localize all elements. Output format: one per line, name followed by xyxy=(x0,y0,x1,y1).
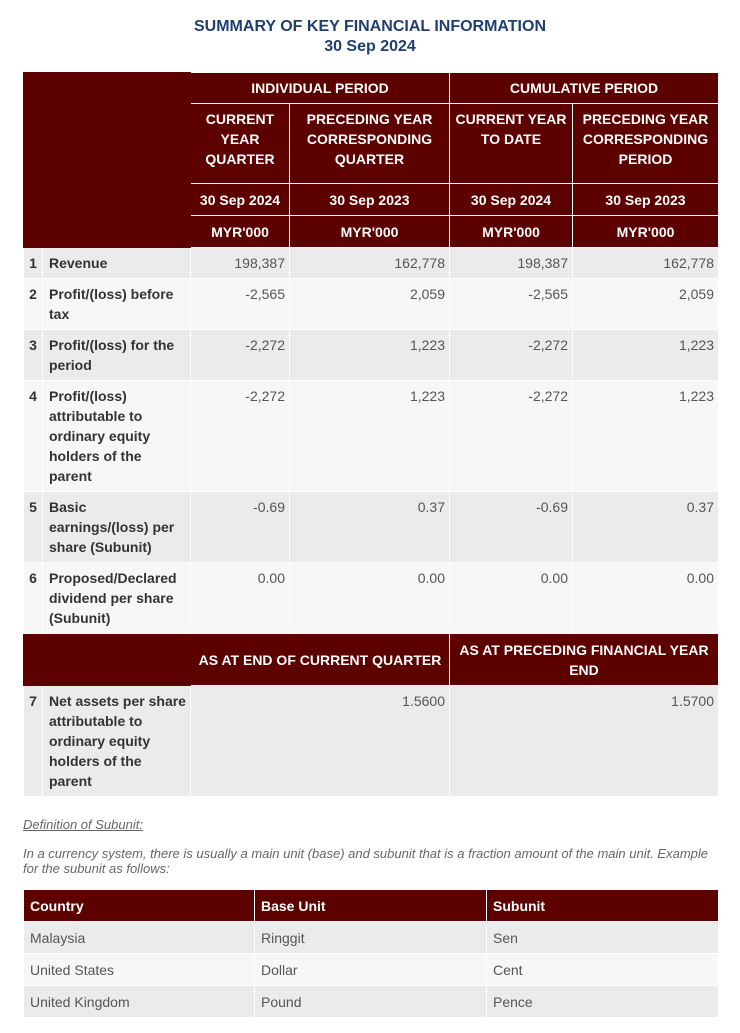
header-blank xyxy=(24,634,43,686)
row-value: 198,387 xyxy=(450,248,573,279)
column-header: CURRENT YEAR QUARTER xyxy=(191,104,290,184)
row-value: 162,778 xyxy=(290,248,450,279)
row-value: 0.37 xyxy=(573,492,719,563)
table-row xyxy=(24,330,719,381)
row-value: 2,059 xyxy=(573,279,719,330)
column-unit: MYR'000 xyxy=(191,216,290,248)
row-value: 1.5700 xyxy=(450,686,719,797)
column-date: 30 Sep 2023 xyxy=(573,184,719,216)
column-header: PRECEDING YEAR CORRESPONDING QUARTER xyxy=(290,104,450,184)
row-value: 0.00 xyxy=(573,563,719,634)
row-value: 1.5600 xyxy=(191,686,450,797)
subunit-cell: Sen xyxy=(487,922,719,954)
row-number: 2 xyxy=(24,279,43,330)
row-value: 0.00 xyxy=(450,563,573,634)
table-row xyxy=(24,954,719,986)
definition-text: In a currency system, there is usually a main unit (base) and subunit that is a fraction amount of the main unit. Example for the subunit as follows: xyxy=(23,846,709,876)
subunit-table xyxy=(23,889,719,1018)
row-label: Profit/(loss) for the period xyxy=(43,330,191,381)
subunit-header-base-unit: Base Unit xyxy=(255,890,487,922)
row-value: -2,272 xyxy=(450,381,573,492)
column-header: CURRENT YEAR TO DATE xyxy=(450,104,573,184)
row-value: 0.00 xyxy=(191,563,290,634)
asat-header-current: AS AT END OF CURRENT QUARTER xyxy=(191,634,450,686)
row-label: Profit/(loss) attributable to ordinary equity holders of the parent xyxy=(43,381,191,492)
row-value: 1,223 xyxy=(573,330,719,381)
table-row xyxy=(24,492,719,563)
column-unit: MYR'000 xyxy=(290,216,450,248)
subunit-header-subunit: Subunit xyxy=(487,890,719,922)
subunit-cell: Dollar xyxy=(255,954,487,986)
row-label: Proposed/Declared dividend per share (Subunit) xyxy=(43,563,191,634)
subunit-cell: Cent xyxy=(487,954,719,986)
subunit-cell: Ringgit xyxy=(255,922,487,954)
row-value: 2,059 xyxy=(290,279,450,330)
subunit-cell: United States xyxy=(24,954,255,986)
row-value: -2,272 xyxy=(191,381,290,492)
row-number: 6 xyxy=(24,563,43,634)
table-row xyxy=(24,279,719,330)
subunit-cell: Malaysia xyxy=(24,922,255,954)
header-blank xyxy=(43,634,191,686)
subunit-cell: United Kingdom xyxy=(24,986,255,1018)
column-date: 30 Sep 2024 xyxy=(191,184,290,216)
header-blank xyxy=(24,73,191,248)
row-value: 1,223 xyxy=(290,330,450,381)
row-label: Net assets per share attributable to ordinary equity holders of the parent xyxy=(43,686,191,797)
column-date: 30 Sep 2023 xyxy=(290,184,450,216)
row-value: -0.69 xyxy=(191,492,290,563)
row-value: 198,387 xyxy=(191,248,290,279)
group-header-cumulative: CUMULATIVE PERIOD xyxy=(450,73,719,104)
subunit-cell: Pound xyxy=(255,986,487,1018)
subunit-cell: Pence xyxy=(487,986,719,1018)
financial-summary-table xyxy=(23,72,719,797)
row-value: 0.37 xyxy=(290,492,450,563)
column-date: 30 Sep 2024 xyxy=(450,184,573,216)
row-value: 0.00 xyxy=(290,563,450,634)
group-header-individual: INDIVIDUAL PERIOD xyxy=(191,73,450,104)
row-number: 1 xyxy=(24,248,43,279)
column-unit: MYR'000 xyxy=(573,216,719,248)
row-label: Revenue xyxy=(43,248,191,279)
row-number: 7 xyxy=(24,686,43,797)
table-row xyxy=(24,248,719,279)
row-label: Basic earnings/(loss) per share (Subunit) xyxy=(43,492,191,563)
row-value: -2,565 xyxy=(191,279,290,330)
row-value: -2,565 xyxy=(450,279,573,330)
table-row xyxy=(24,381,719,492)
subunit-header-country: Country xyxy=(24,890,255,922)
column-unit: MYR'000 xyxy=(450,216,573,248)
row-value: -2,272 xyxy=(450,330,573,381)
row-number: 4 xyxy=(24,381,43,492)
row-value: -2,272 xyxy=(191,330,290,381)
row-value: 162,778 xyxy=(573,248,719,279)
row-label: Profit/(loss) before tax xyxy=(43,279,191,330)
row-number: 3 xyxy=(24,330,43,381)
report-date: 30 Sep 2024 xyxy=(324,38,416,55)
row-value: 1,223 xyxy=(573,381,719,492)
column-header: PRECEDING YEAR CORRESPONDING PERIOD xyxy=(573,104,719,184)
definition-title: Definition of Subunit: xyxy=(23,817,143,832)
table-row xyxy=(24,686,719,797)
row-number: 5 xyxy=(24,492,43,563)
row-value: 1,223 xyxy=(290,381,450,492)
table-row xyxy=(24,986,719,1018)
table-row xyxy=(24,922,719,954)
table-row xyxy=(24,563,719,634)
row-value: -0.69 xyxy=(450,492,573,563)
page-title: SUMMARY OF KEY FINANCIAL INFORMATION xyxy=(194,18,546,35)
asat-header-preceding: AS AT PRECEDING FINANCIAL YEAR END xyxy=(450,634,719,686)
